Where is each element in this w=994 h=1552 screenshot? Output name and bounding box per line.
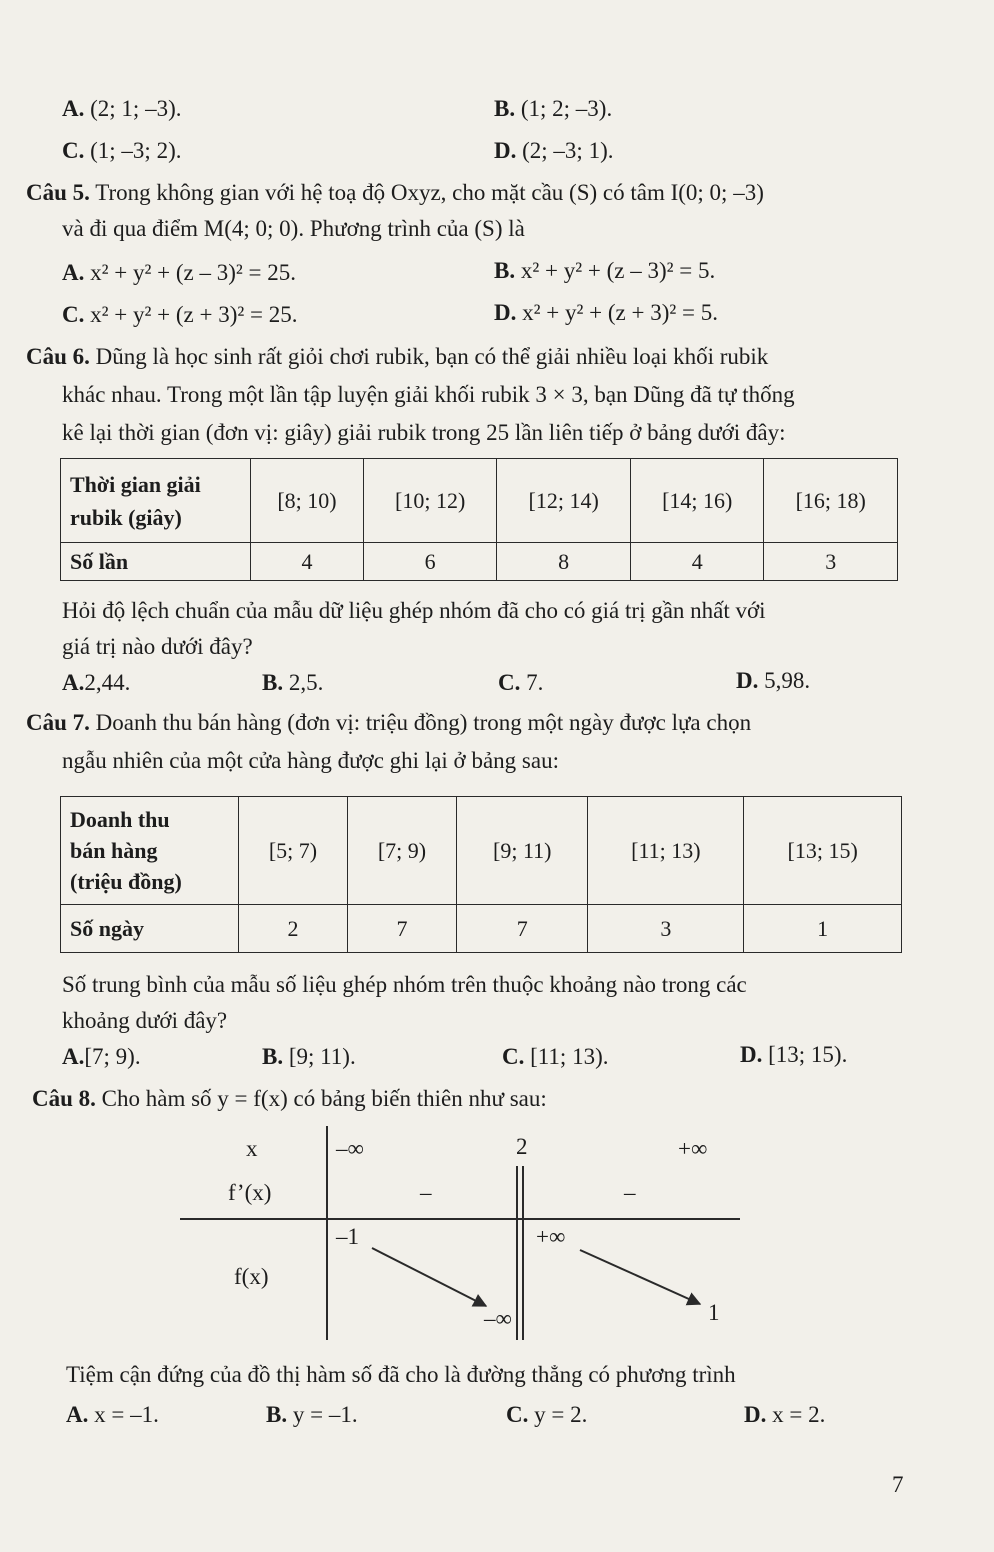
q8-option-b: B. y = –1. bbox=[266, 1402, 358, 1427]
q8-option-a: A. x = –1. bbox=[66, 1402, 159, 1427]
q6-interval-cell: [14; 16) bbox=[630, 459, 764, 543]
q6-table-header: Thời gian giải rubik (giây) bbox=[61, 459, 251, 543]
q7-question-line2: khoảng dưới đây? bbox=[62, 1008, 228, 1033]
q7-option-a: A.[7; 9). bbox=[62, 1044, 141, 1069]
q6-line2: khác nhau. Trong một lần tập luyện giải khối rubik 3 × 3, bạn Dũng đã tự thống bbox=[62, 382, 795, 407]
q8-line1: Câu 8. Cho hàm số y = f(x) có bảng biến thiên như sau: bbox=[32, 1086, 547, 1111]
q4-option-a: A. (2; 1; –3). bbox=[62, 96, 182, 121]
bbt-f-right-top: +∞ bbox=[536, 1224, 566, 1249]
q6-question-line2: giá trị nào dưới đây? bbox=[62, 634, 253, 659]
bbt-decreasing-arrow-left bbox=[372, 1248, 486, 1306]
q7-question-line1: Số trung bình của mẫu số liệu ghép nhóm trên thuộc khoảng nào trong các bbox=[62, 972, 747, 997]
q7-interval-cell: [11; 13) bbox=[588, 797, 744, 905]
q7-line1: Câu 7. Doanh thu bán hàng (đơn vị: triệu đồng) trong một ngày được lựa chọn bbox=[26, 710, 752, 735]
q4-option-b: B. (1; 2; –3). bbox=[494, 96, 613, 121]
q6-option-a: A.2,44. bbox=[62, 670, 131, 695]
bbt-fprime-sign-left: – bbox=[420, 1180, 432, 1205]
q6-interval-cell: [12; 14) bbox=[497, 459, 631, 543]
q7-option-d: D. [13; 15). bbox=[740, 1042, 848, 1067]
q7-option-b: B. [9; 11). bbox=[262, 1044, 356, 1069]
q7-count-cell: 7 bbox=[347, 905, 456, 953]
q6-option-b: B. 2,5. bbox=[262, 670, 324, 695]
q7-count-cell: 7 bbox=[456, 905, 588, 953]
q6-count-cell: 3 bbox=[764, 543, 898, 581]
bbt-f-right-bottom: 1 bbox=[708, 1300, 720, 1325]
q7-interval-cell: [5; 7) bbox=[239, 797, 348, 905]
q7-interval-cell: [9; 11) bbox=[456, 797, 588, 905]
q6-interval-cell: [8; 10) bbox=[251, 459, 364, 543]
q7-line2: ngẫu nhiên của một cửa hàng được ghi lại ở bảng sau: bbox=[62, 748, 559, 773]
bbt-x-mid: 2 bbox=[516, 1134, 528, 1159]
q7-count-cell: 2 bbox=[239, 905, 348, 953]
q8-option-d: D. x = 2. bbox=[744, 1402, 826, 1427]
q7-count-label: Số ngày bbox=[61, 905, 239, 953]
bbt-decreasing-arrow-right bbox=[580, 1250, 700, 1304]
bbt-f-left-bottom: –∞ bbox=[484, 1306, 512, 1331]
q5-line1: Câu 5. Trong không gian với hệ toạ độ Oxyz, cho mặt cầu (S) có tâm I(0; 0; –3) bbox=[26, 180, 764, 205]
bbt-x-minus-inf: –∞ bbox=[336, 1136, 364, 1161]
q7-interval-cell: [13; 15) bbox=[744, 797, 902, 905]
q6-option-d: D. 5,98. bbox=[736, 668, 811, 693]
bbt-x-plus-inf: +∞ bbox=[678, 1136, 708, 1161]
q8-option-c: C. y = 2. bbox=[506, 1402, 588, 1427]
q6-count-cell: 6 bbox=[363, 543, 497, 581]
q6-interval-cell: [16; 18) bbox=[764, 459, 898, 543]
bbt-f-left-top: –1 bbox=[336, 1224, 359, 1249]
q4-option-d: D. (2; –3; 1). bbox=[494, 138, 614, 163]
page-number: 7 bbox=[892, 1472, 904, 1497]
q6-count-cell: 4 bbox=[630, 543, 764, 581]
q5-line2: và đi qua điểm M(4; 0; 0). Phương trình của (S) là bbox=[62, 216, 525, 241]
q6-question-line1: Hỏi độ lệch chuẩn của mẫu dữ liệu ghép nhóm đã cho có giá trị gần nhất với bbox=[62, 598, 766, 623]
bbt-fprime-label: f’(x) bbox=[228, 1180, 272, 1205]
q7-count-cell: 1 bbox=[744, 905, 902, 953]
q6-count-cell: 8 bbox=[497, 543, 631, 581]
q8-question: Tiệm cận đứng của đồ thị hàm số đã cho là đường thẳng có phương trình bbox=[66, 1362, 736, 1387]
q7-table-header: Doanh thu bán hàng (triệu đồng) bbox=[61, 797, 239, 905]
q6-interval-cell: [10; 12) bbox=[363, 459, 497, 543]
q5-option-a: A. x² + y² + (z – 3)² = 25. bbox=[62, 260, 297, 285]
q7-count-cell: 3 bbox=[588, 905, 744, 953]
bbt-f-label: f(x) bbox=[234, 1264, 269, 1289]
q5-option-b: B. x² + y² + (z – 3)² = 5. bbox=[494, 258, 716, 283]
q6-count-label: Số lần bbox=[61, 543, 251, 581]
bbt-fprime-sign-right: – bbox=[624, 1180, 636, 1205]
q6-count-cell: 4 bbox=[251, 543, 364, 581]
q5-option-c: C. x² + y² + (z + 3)² = 25. bbox=[62, 302, 298, 327]
q6-line3: kê lại thời gian (đơn vị: giây) giải rubik trong 25 lần liên tiếp ở bảng dưới đây: bbox=[62, 420, 786, 445]
q6-option-c: C. 7. bbox=[498, 670, 544, 695]
q5-option-d: D. x² + y² + (z + 3)² = 5. bbox=[494, 300, 718, 325]
q4-option-c: C. (1; –3; 2). bbox=[62, 138, 182, 163]
q6-line1: Câu 6. Dũng là học sinh rất giỏi chơi rubik, bạn có thể giải nhiều loại khối rubik bbox=[26, 344, 769, 369]
q7-option-c: C. [11; 13). bbox=[502, 1044, 609, 1069]
q7-interval-cell: [7; 9) bbox=[347, 797, 456, 905]
bbt-x-label: x bbox=[246, 1136, 258, 1161]
